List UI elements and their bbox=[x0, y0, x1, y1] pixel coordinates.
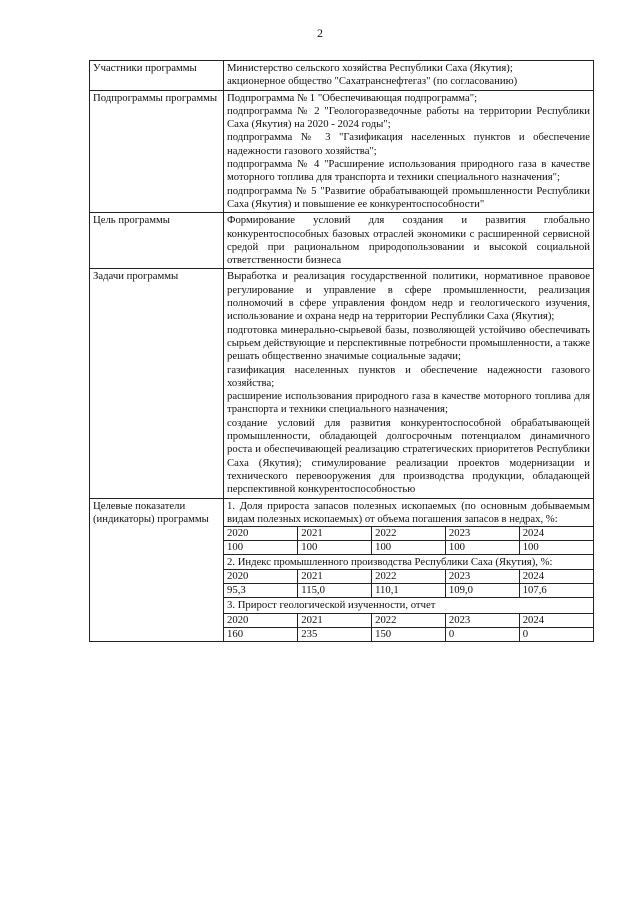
indicator-year: 2024 bbox=[519, 613, 593, 627]
subprograms-row bbox=[90, 90, 594, 213]
indicator-title: 3. Прирост геологической изученности, отчет bbox=[227, 599, 436, 612]
indicator-value: 0 bbox=[519, 627, 593, 641]
indicator-year: 2022 bbox=[372, 613, 446, 627]
indicator-values-row bbox=[224, 541, 593, 555]
indicator-year: 2023 bbox=[445, 527, 519, 541]
indicator-year: 2020 bbox=[224, 527, 298, 541]
indicator-table bbox=[224, 569, 593, 597]
task-item: газификация населенных пунктов и обеспечение надежности газового хозяйства; bbox=[227, 363, 590, 389]
indicator-year: 2024 bbox=[519, 527, 593, 541]
indicator-value: 100 bbox=[372, 541, 446, 555]
indicator-value: 110,1 bbox=[372, 584, 446, 598]
indicator-title: 2. Индекс промышленного производства Республики Саха (Якутия), %: bbox=[227, 556, 553, 569]
indicator-value: 100 bbox=[224, 541, 298, 555]
indicator-years-row bbox=[224, 527, 593, 541]
participants-line: Министерство сельского хозяйства Республики Саха (Якутия); bbox=[227, 62, 513, 74]
indicator-year: 2023 bbox=[445, 613, 519, 627]
indicators-row bbox=[90, 498, 594, 641]
subprogram-item: подпрограмма № 2 "Геологоразведочные работы на территории Республики Саха (Якутия) на 2020 - 2024 годы"; bbox=[227, 104, 590, 131]
goal-label: Цель программы bbox=[90, 213, 224, 269]
indicators-value bbox=[224, 498, 594, 641]
indicator-title: 1. Доля прироста запасов полезных ископаемых (по основным добываемым видам полезных ископаемых) от объема погашения запасов в недрах, %: bbox=[227, 499, 590, 525]
subprogram-item: подпрограмма № 5 "Развитие обрабатывающей промышленности Республики Саха (Якутия) и повышение ее конкурентоспособности" bbox=[227, 184, 590, 210]
program-passport-table bbox=[89, 60, 594, 642]
indicator-value: 160 bbox=[224, 627, 298, 641]
subprogram-item: Подпрограмма № 1 "Обеспечивающая подпрограмма"; bbox=[227, 91, 478, 104]
indicators-label: Целевые показатели (индикаторы) программы bbox=[90, 498, 224, 641]
indicator-year: 2022 bbox=[372, 570, 446, 584]
indicator-value: 107,6 bbox=[519, 584, 593, 598]
indicator-value: 150 bbox=[372, 627, 446, 641]
indicator-value: 100 bbox=[519, 541, 593, 555]
task-item: Выработка и реализация государственной политики, нормативное правовое регулирование и управление в сфере промышленности, реализация полномочий в сфере управления фондом недр и геологического изучения, использование и охрана недр на территории Республики Саха (Якутия); bbox=[227, 270, 590, 323]
subprograms-label: Подпрограммы программы bbox=[90, 90, 224, 213]
participants-row bbox=[90, 61, 594, 91]
subprogram-item: подпрограмма № 3 "Газификация населенных пунктов и обеспечение надежности газового хозяйства"; bbox=[227, 131, 590, 157]
indicator-value: 100 bbox=[298, 541, 372, 555]
indicator-year: 2020 bbox=[224, 570, 298, 584]
goal-row bbox=[90, 213, 594, 269]
subprogram-item: подпрограмма № 4 "Расширение использования природного газа в качестве моторного топлива для транспорта и техники специального назначения"; bbox=[227, 158, 590, 184]
indicator-year: 2020 bbox=[224, 613, 298, 627]
tasks-label: Задачи программы bbox=[90, 269, 224, 498]
indicator-block bbox=[224, 499, 593, 556]
goal-text: Формирование условий для создания и развития глобально конкурентоспособных базовых отраслей экономики с расширенной сервисной средой при рациональном природопользовании и высокой социальной ответственности бизнеса bbox=[224, 213, 594, 269]
participants-value bbox=[224, 61, 594, 91]
indicator-value: 100 bbox=[445, 541, 519, 555]
indicator-value: 0 bbox=[445, 627, 519, 641]
indicator-year: 2021 bbox=[298, 527, 372, 541]
indicator-value: 95,3 bbox=[224, 584, 298, 598]
indicator-year: 2021 bbox=[298, 613, 372, 627]
indicator-block bbox=[224, 598, 593, 640]
indicator-value: 115,0 bbox=[298, 584, 372, 598]
indicator-years-row bbox=[224, 570, 593, 584]
indicator-year: 2023 bbox=[445, 570, 519, 584]
indicator-value: 109,0 bbox=[445, 584, 519, 598]
tasks-value bbox=[224, 269, 594, 498]
indicator-table bbox=[224, 526, 593, 554]
indicator-year: 2022 bbox=[372, 527, 446, 541]
participants-label: Участники программы bbox=[90, 61, 224, 91]
page-number: 2 bbox=[317, 26, 323, 40]
indicator-year: 2024 bbox=[519, 570, 593, 584]
tasks-row bbox=[90, 269, 594, 498]
task-item: подготовка минерально-сырьевой базы, позволяющей устойчиво обеспечивать сырьем действующие и перспективные потребности промышленности, а также решать общественно значимые социальные задачи; bbox=[227, 323, 590, 363]
indicator-year: 2021 bbox=[298, 570, 372, 584]
indicator-values-row bbox=[224, 627, 593, 641]
task-item: создание условий для развития конкурентоспособной обрабатывающей промышленности, обладающей долгосрочным потенциалом динамичного роста и обеспечивающей реализацию стратегических приоритетов Республики Саха (Якутия); стимулирование реализации проектов модернизации и технического перевооружения для производства продукции, обладающей перспективной конкурентоспособностью bbox=[227, 416, 590, 496]
indicator-values-row bbox=[224, 584, 593, 598]
indicator-block bbox=[224, 555, 593, 598]
indicator-value: 235 bbox=[298, 627, 372, 641]
participants-line: акционерное общество "Сахатранснефтегаз" (по согласованию) bbox=[227, 75, 518, 88]
indicator-table bbox=[224, 613, 593, 641]
subprograms-value bbox=[224, 90, 594, 213]
task-item: расширение использования природного газа в качестве моторного топлива для транспорта и техники специального назначения; bbox=[227, 390, 590, 416]
indicator-years-row bbox=[224, 613, 593, 627]
